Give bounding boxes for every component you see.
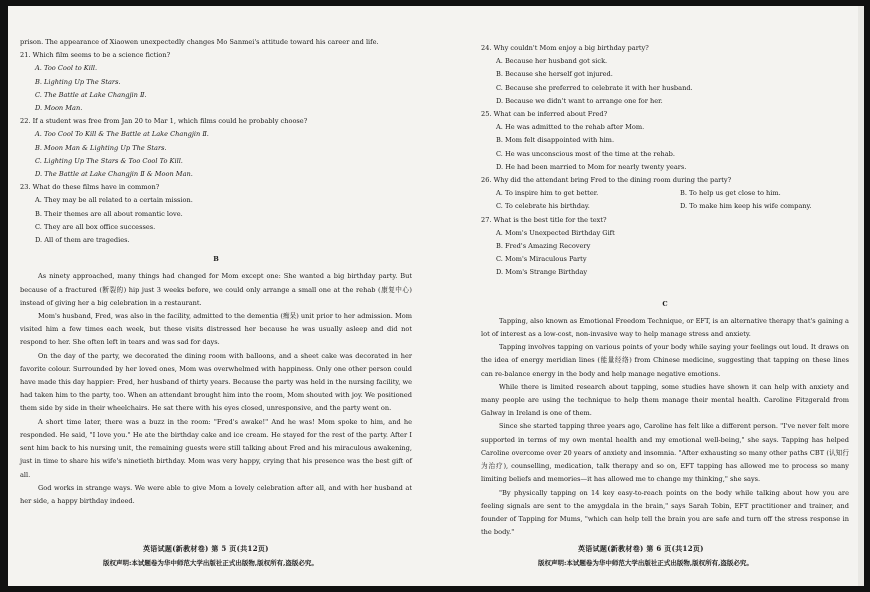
- question-stem: 21. Which film seems to be a science fiction?: [20, 51, 171, 60]
- question-26: [481, 174, 849, 214]
- option-b: B. Fred's Amazing Recovery: [496, 242, 591, 251]
- question-24: [481, 42, 849, 108]
- continued-text: prison. The appearance of Xiaowen unexpectedly changes Mo Sanmei's attitude toward his career and life.: [20, 38, 379, 46]
- option-c: C. The Battle at Lake Changjin Ⅱ.: [35, 90, 147, 99]
- right-footer: [538, 544, 753, 567]
- section-heading-b: B: [213, 255, 219, 264]
- paragraph: A short time later, there was a buzz in the room: "Fred's awake!" And he was! Mom spoke to him, and he responded. He said, "I love you." He ate the birthday cake and ice cream. He stayed for the rest of the party. After I sent him back to his nursing unit, the remaining guests were still talking about Fred and his miraculous awakening, just in time to share his wife's ninetieth birthday. Mom was very happy, crying that his presence was the best gift of all.: [20, 417, 412, 479]
- option-c: C. To celebrate his birthday.: [496, 202, 590, 211]
- option-b: B. Because she herself got injured.: [496, 70, 613, 79]
- question-stem: 22. If a student was free from Jan 20 to Mar 1, which films could he probably choose?: [20, 117, 308, 126]
- section-heading-c: C: [662, 299, 668, 308]
- passage-c: [481, 315, 849, 539]
- option-b: B. Moon Man & Lighting Up The Stars.: [35, 143, 167, 152]
- option-a: A. Too Cool to Kill.: [35, 64, 98, 73]
- question-23: [20, 181, 412, 247]
- page-number: 英语试题(新教材卷) 第 5 页(共12页): [143, 544, 269, 553]
- option-a: A. To inspire him to get better.: [496, 189, 599, 198]
- question-21: [20, 49, 412, 115]
- paragraph: Tapping, also known as Emotional Freedom Technique, or EFT, is an alternative therapy that's gaining a lot of interest as a low-cost, non-invasive way to help manage stress and anxiety.: [481, 316, 849, 339]
- left-footer: [103, 544, 318, 567]
- right-page: [481, 42, 849, 539]
- passage-b: [20, 270, 412, 508]
- question-22: [20, 115, 412, 181]
- option-b: B. Lighting Up The Stars.: [35, 77, 121, 86]
- option-b: B. Mom felt disappointed with him.: [496, 136, 615, 145]
- exam-sheet: [8, 6, 864, 586]
- option-a: A. They may be all related to a certain mission.: [35, 196, 193, 205]
- paragraph: Mom's husband, Fred, was also in the facility, admitted to the dementia (痴呆) unit prior to her admission. Mom visited him a few times each week, but these visits distressed her because he was usually asleep and did not respond to her. She often left in tears and was sad for days.: [20, 312, 412, 347]
- paragraph: While there is limited research about tapping, some studies have shown it can help with anxiety and many people are using the technique to help them manage their mental health. Caroline Fitzgerald from Galway in Ireland is one of them.: [481, 382, 849, 418]
- option-c: C. Lighting Up The Stars & Too Cool To Kill.: [35, 156, 183, 165]
- copyright-notice: 版权声明:本试题卷为华中师范大学出版社正式出版物,版权所有,盗版必究。: [103, 559, 318, 567]
- paragraph: Tapping involves tapping on various points of your body while saying your feelings out loud. It draws on the idea of energy meridian lines (能量经络) from Chinese medicine, suggesting that tapping on these lines can re-balance energy in the body and help manage negative emotions.: [481, 343, 849, 378]
- question-stem: 24. Why couldn't Mom enjoy a big birthday party?: [481, 44, 649, 52]
- option-d: D. Moon Man.: [35, 104, 83, 113]
- option-d: D. To make him keep his wife company.: [680, 202, 812, 211]
- option-d: D. He had been married to Mom for nearly twenty years.: [496, 162, 687, 171]
- option-c: C. Mom's Miraculous Party: [496, 255, 587, 264]
- page-number: 英语试题(新教材卷) 第 6 页(共12页): [578, 544, 704, 553]
- option-a: A. Too Cool To Kill & The Battle at Lake Changjin Ⅱ.: [35, 130, 209, 139]
- question-stem: 25. What can be inferred about Fred?: [481, 110, 608, 119]
- question-stem: 23. What do these films have in common?: [20, 183, 160, 192]
- option-c: C. He was unconscious most of the time at the rehab.: [496, 149, 675, 158]
- option-c: C. They are all box office successes.: [35, 222, 156, 231]
- page-edge: [858, 6, 864, 586]
- option-b: B. Their themes are all about romantic love.: [35, 209, 183, 218]
- option-d: D. Because we didn't want to arrange one for her.: [496, 96, 663, 105]
- paragraph: God works in strange ways. We were able to give Mom a lovely celebration after all, and with her husband at her side, a happy birthday indeed.: [20, 483, 412, 505]
- option-a: A. He was admitted to the rehab after Mom.: [496, 123, 645, 132]
- paragraph: As ninety approached, many things had changed for Mom except one: She wanted a big birthday party. But because of a fractured (断裂的) hip just 3 weeks before, we could only arrange a small one at the rehab (康复中心) instead of giving her a big celebration in a restaurant.: [20, 272, 412, 307]
- option-b: B. To help us get close to him.: [680, 189, 781, 198]
- option-d: D. The Battle at Lake Changjin Ⅱ & Moon Man.: [35, 170, 193, 179]
- paragraph: On the day of the party, we decorated the dining room with balloons, and a sheet cake was decorated in her favorite colour. Surrounded by her loved ones, Mom was overwhelmed with happiness. Only one other person could have made this day happier: Fred, her husband of thirty years. Because the party was held in the nursing facility, we had taken him to the party, too. When an attendant brought him into the room, Mom shouted with joy. We positioned them side by side in their wheelchairs. He sat there with his eyes closed, unresponsive, and the party went on.: [20, 351, 412, 413]
- question-stem: 26. Why did the attendant bring Fred to the dining room during the party?: [481, 176, 732, 185]
- question-stem: 27. What is the best title for the text?: [481, 215, 607, 224]
- paragraph: "By physically tapping on 14 key easy-to-reach points on the body while talking about how you are feeling signals are sent to the amygdala in the brain," says Sarah Tobin, EFT practitioner and trainer, and founder of Tapping for Mums, "which can help tell the brain you are safe and turn off the stress response in the body.": [481, 488, 849, 537]
- left-page: [20, 36, 412, 508]
- option-a: A. Mom's Unexpected Birthday Gift: [496, 228, 615, 237]
- option-d: D. All of them are tragedies.: [35, 236, 130, 245]
- option-a: A. Because her husband got sick.: [496, 57, 608, 66]
- copyright-notice: 版权声明:本试题卷为华中师范大学出版社正式出版物,版权所有,盗版必究。: [538, 559, 753, 567]
- option-d: D. Mom's Strange Birthday: [496, 268, 588, 277]
- option-c: C. Because she preferred to celebrate it with her husband.: [496, 83, 693, 92]
- question-27: [481, 214, 849, 280]
- paragraph: Since she started tapping three years ago, Caroline has felt like a different person. "I've never felt more supported in terms of my own mental health and my emotional well-being," she says. Tapping has helped Caroline overcome over 20 years of anxiety and insomnia. "After exhausting so many other paths CBT (认知行为治疗), counselling, medication, talk therapy and so on, EFT tapping has allowed me to process so many limiting beliefs and memories—it has allowed me to change my thinking," she says.: [481, 422, 849, 484]
- question-25: [481, 108, 849, 174]
